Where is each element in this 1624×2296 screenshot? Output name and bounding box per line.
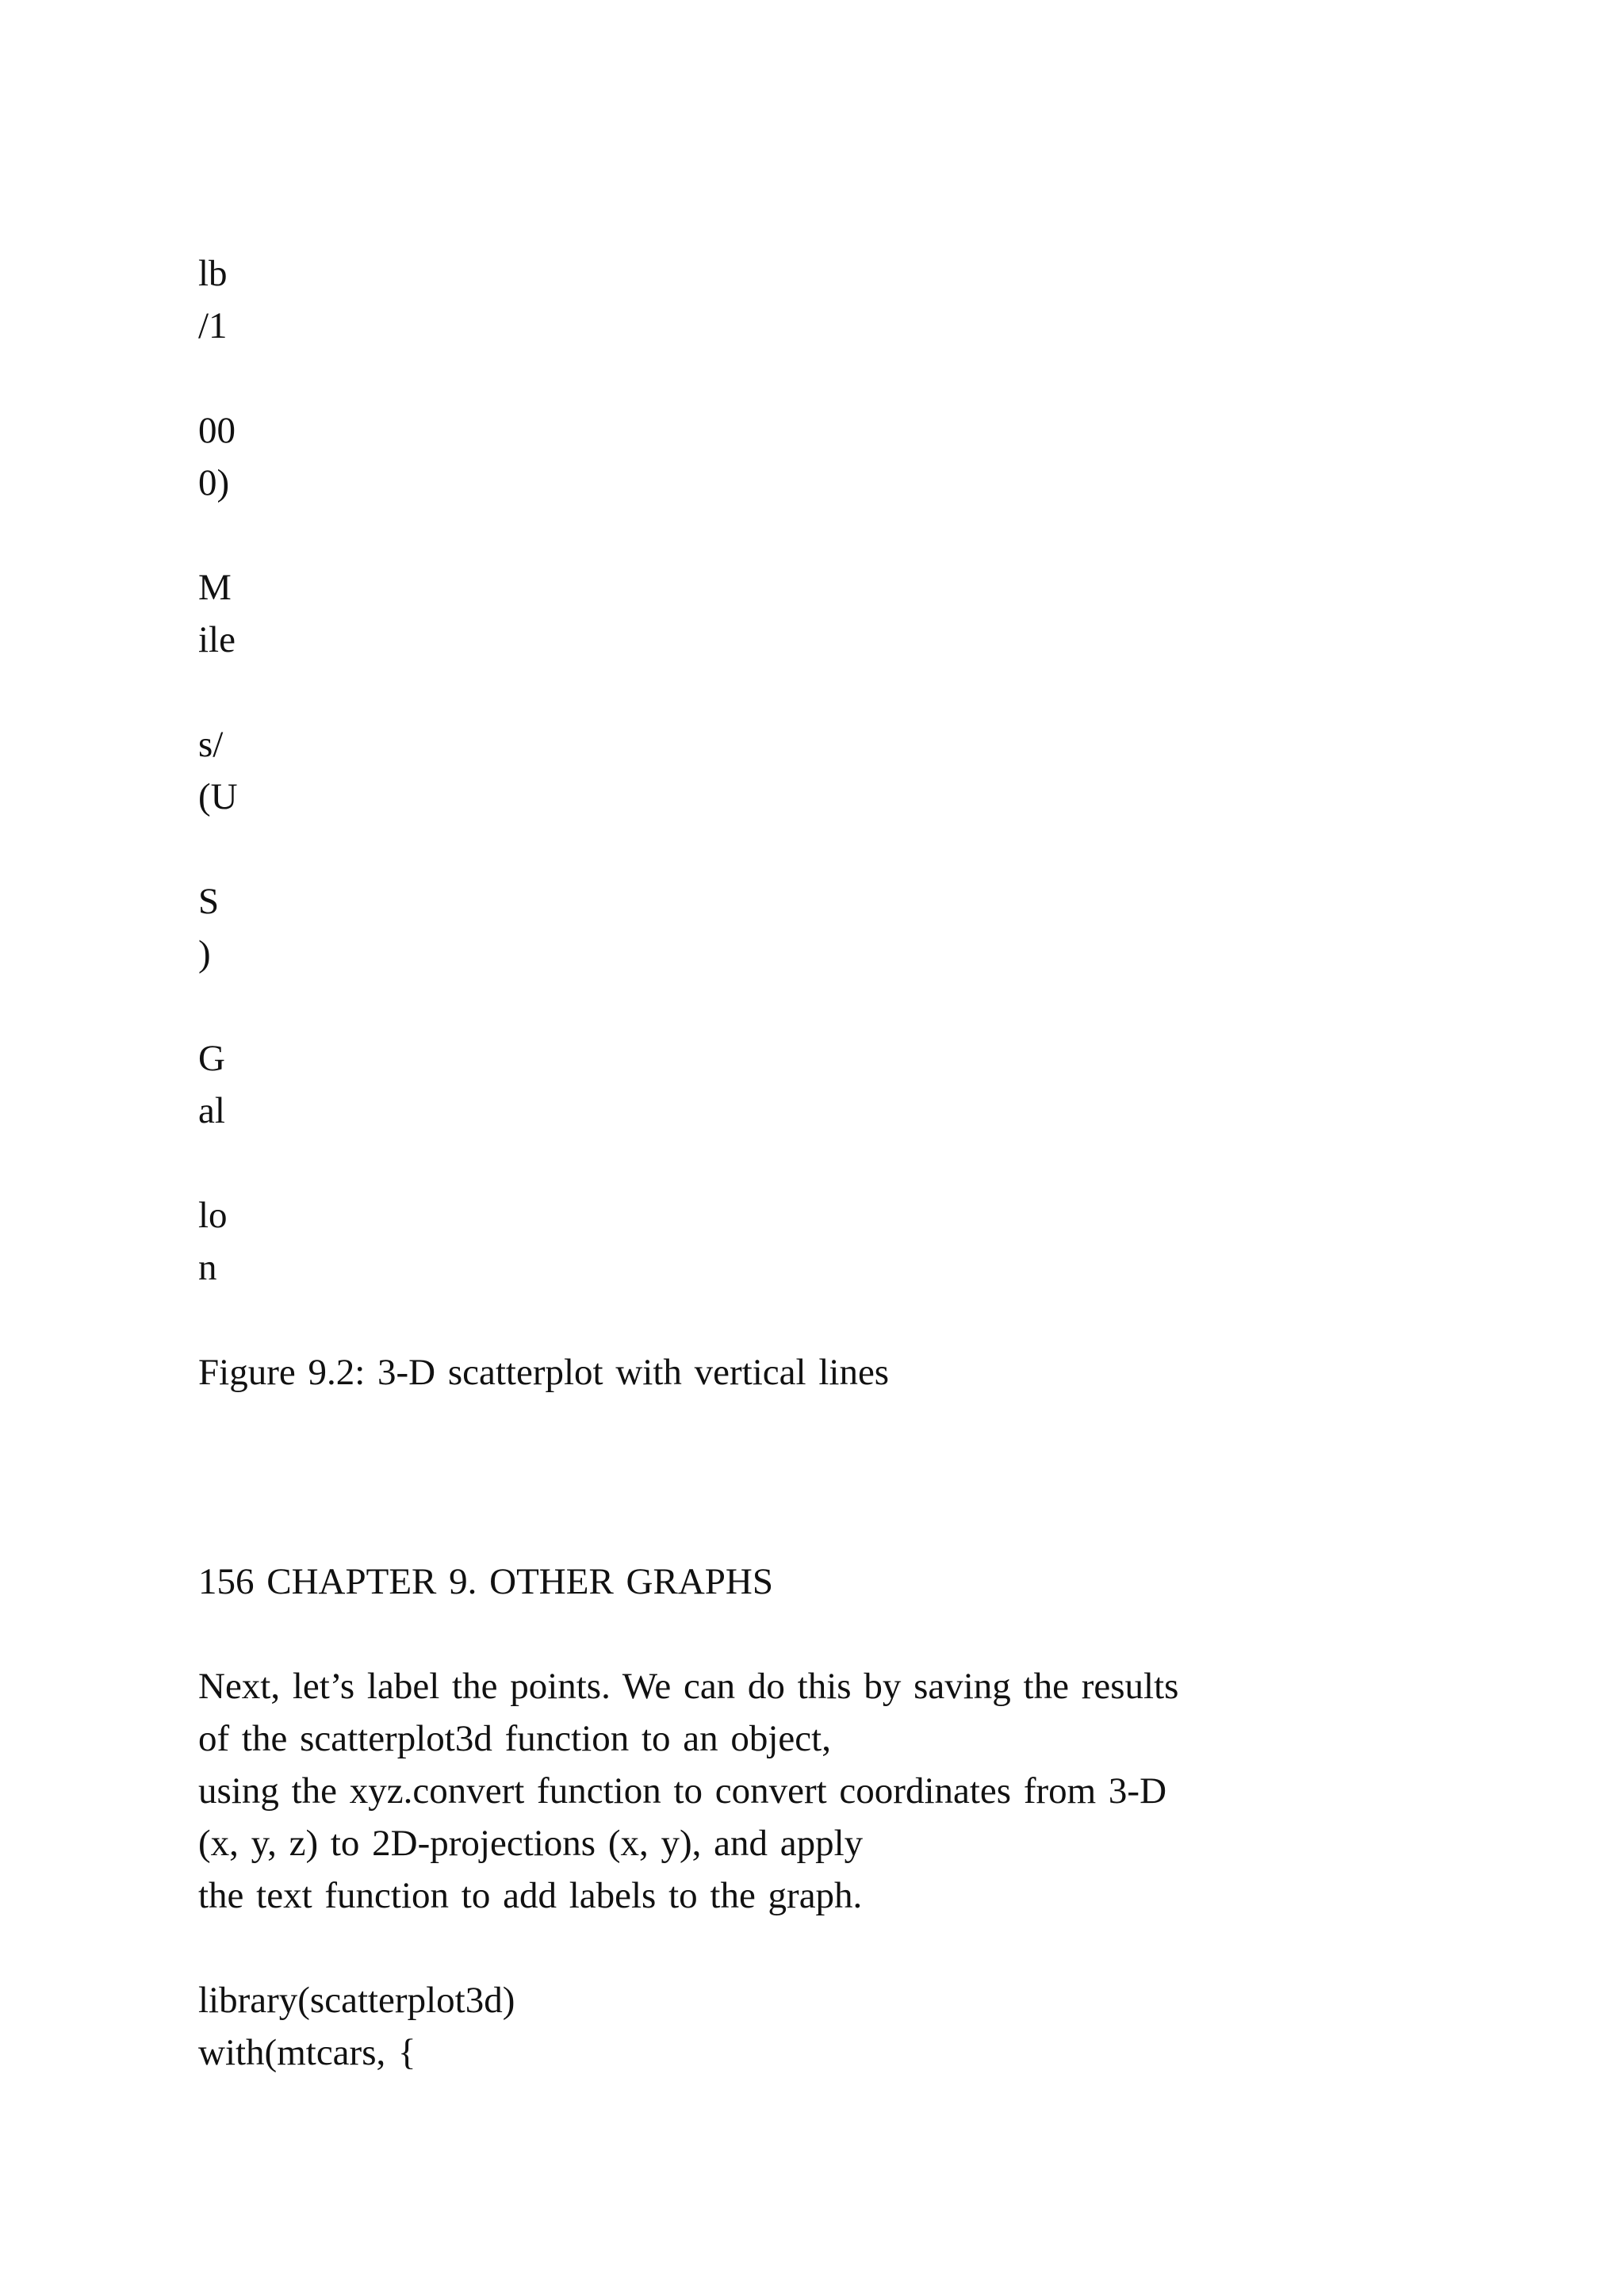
- paragraph-line: (x, y, z) to 2D-projections (x, y), and apply: [198, 1823, 864, 1864]
- figure-caption: Figure 9.2: 3-D scatterplot with vertical lines: [198, 1352, 890, 1393]
- code-line: with(mtcars, {: [198, 2032, 416, 2073]
- axis-fragment: ): [198, 933, 211, 974]
- axis-fragment: al: [198, 1090, 225, 1131]
- axis-fragment: n: [198, 1247, 217, 1288]
- paragraph-line: of the scatterplot3d function to an object,: [198, 1718, 831, 1759]
- paragraph-line: the text function to add labels to the graph.: [198, 1875, 863, 1916]
- axis-fragment: lb: [198, 253, 228, 294]
- running-header: 156 CHAPTER 9. OTHER GRAPHS: [198, 1561, 773, 1602]
- axis-fragment: S: [198, 881, 220, 922]
- axis-fragment: lo: [198, 1195, 228, 1236]
- paragraph-line: Next, let’s label the points. We can do this by saving the results: [198, 1666, 1179, 1707]
- axis-fragment: M: [198, 567, 232, 608]
- axis-fragment: 0): [198, 462, 230, 503]
- code-line: library(scatterplot3d): [198, 1980, 515, 2021]
- axis-fragment: s/: [198, 724, 224, 765]
- axis-fragment: ile: [198, 619, 236, 660]
- axis-fragment: 00: [198, 410, 236, 451]
- axis-fragment: /1: [198, 305, 228, 346]
- paragraph-line: using the xyz.convert function to convert coordinates from 3-D: [198, 1770, 1167, 1812]
- axis-fragment: (U: [198, 776, 238, 817]
- axis-fragment: G: [198, 1038, 225, 1079]
